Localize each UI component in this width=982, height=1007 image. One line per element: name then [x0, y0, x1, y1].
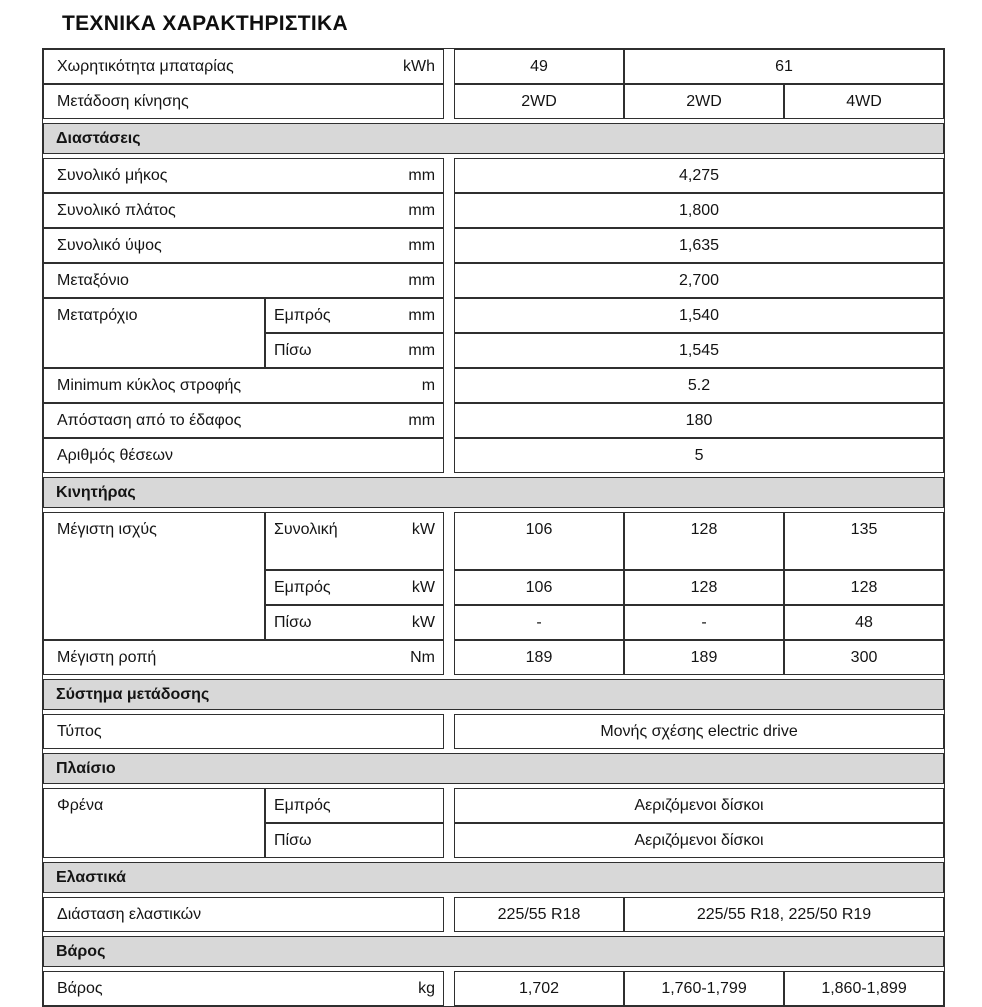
section-engine-title: Κινητήρας: [43, 477, 944, 508]
power-total-sub-cell: [265, 512, 444, 570]
row-track-front: [43, 298, 944, 333]
column-gap: [444, 49, 454, 84]
row-turning-circle: [43, 368, 944, 403]
track-front-sub-cell: [265, 298, 444, 333]
brakes-rear-sublabel: Πίσω: [274, 832, 312, 849]
power-front-sub-cell: [265, 570, 444, 605]
power-front-value-2: 128: [624, 570, 784, 605]
length-label-cell: [43, 158, 444, 193]
row-brakes-front: [43, 788, 944, 823]
seats-label-cell: [43, 438, 444, 473]
row-width: [43, 193, 944, 228]
column-gap: [444, 298, 454, 333]
torque-label: Μέγιστη ροπή: [57, 649, 157, 666]
row-drivetrain: [43, 84, 944, 119]
section-dimensions: [43, 123, 944, 154]
power-rear-sublabel: Πίσω: [274, 614, 312, 631]
turning-circle-value: 5.2: [454, 368, 944, 403]
width-label-cell: [43, 193, 444, 228]
ground-clearance-value: 180: [454, 403, 944, 438]
power-rear-value-2: -: [624, 605, 784, 640]
brakes-front-sublabel: Εμπρός: [274, 797, 331, 814]
section-tyres: [43, 862, 944, 893]
drivetrain-value-2: 2WD: [624, 84, 784, 119]
row-battery-capacity: [43, 49, 944, 84]
weight-value-1: 1,702: [454, 971, 624, 1006]
power-label-cell: Μέγιστη ισχύς: [43, 512, 265, 640]
length-label: Συνολικό μήκος: [57, 167, 168, 184]
column-gap: [444, 158, 454, 193]
drivetrain-value-3: 4WD: [784, 84, 944, 119]
power-rear-sub-cell: [265, 605, 444, 640]
battery-capacity-label: Χωρητικότητα μπαταρίας: [57, 58, 234, 75]
track-front-unit: mm: [408, 307, 436, 324]
turning-circle-label-cell: [43, 368, 444, 403]
row-power-total: [43, 512, 944, 570]
track-rear-sublabel: Πίσω: [274, 342, 312, 359]
column-gap: [444, 897, 454, 932]
column-gap: [444, 512, 454, 570]
row-ground-clearance: [43, 403, 944, 438]
track-rear-unit: mm: [408, 342, 436, 359]
wheelbase-label-cell: [43, 263, 444, 298]
ground-clearance-unit: mm: [408, 412, 436, 429]
column-gap: [444, 84, 454, 119]
section-transmission: [43, 679, 944, 710]
row-weight: [43, 971, 944, 1006]
battery-capacity-value-49: 49: [454, 49, 624, 84]
power-rear-value-3: 48: [784, 605, 944, 640]
transmission-type-label-cell: [43, 714, 444, 749]
height-value: 1,635: [454, 228, 944, 263]
brakes-rear-sub-cell: [265, 823, 444, 858]
transmission-type-label: Τύπος: [57, 723, 102, 740]
power-total-value-2: 128: [624, 512, 784, 570]
column-gap: [444, 823, 454, 858]
power-rear-value-1: -: [454, 605, 624, 640]
torque-unit: Nm: [410, 649, 436, 666]
column-gap: [444, 263, 454, 298]
battery-capacity-unit: kWh: [403, 58, 436, 75]
spec-table: [42, 48, 945, 1007]
drivetrain-value-1: 2WD: [454, 84, 624, 119]
length-unit: mm: [408, 167, 436, 184]
tyre-size-label-cell: [43, 897, 444, 932]
column-gap: [444, 971, 454, 1006]
row-torque: [43, 640, 944, 675]
weight-value-2: 1,760-1,799: [624, 971, 784, 1006]
weight-label: Βάρος: [57, 980, 103, 997]
column-gap: [444, 640, 454, 675]
section-weight: [43, 936, 944, 967]
turning-circle-label: Minimum κύκλος στροφής: [57, 377, 242, 394]
column-gap: [444, 788, 454, 823]
seats-value: 5: [454, 438, 944, 473]
power-total-value-3: 135: [784, 512, 944, 570]
height-label: Συνολικό ύψος: [57, 237, 162, 254]
length-value: 4,275: [454, 158, 944, 193]
width-value: 1,800: [454, 193, 944, 228]
transmission-type-value: Μονής σχέσης electric drive: [454, 714, 944, 749]
power-front-unit: kW: [411, 579, 436, 596]
section-tyres-title: Ελαστικά: [43, 862, 944, 893]
brakes-front-value: Αεριζόμενοι δίσκοι: [454, 788, 944, 823]
torque-value-1: 189: [454, 640, 624, 675]
brakes-rear-value: Αεριζόμενοι δίσκοι: [454, 823, 944, 858]
drivetrain-label: Μετάδοση κίνησης: [57, 93, 189, 110]
column-gap: [444, 438, 454, 473]
column-gap: [444, 605, 454, 640]
track-rear-sub-cell: [265, 333, 444, 368]
tyre-size-value-1: 225/55 R18: [454, 897, 624, 932]
weight-value-3: 1,860-1,899: [784, 971, 944, 1006]
width-label: Συνολικό πλάτος: [57, 202, 176, 219]
weight-unit: kg: [418, 980, 436, 997]
column-gap: [444, 228, 454, 263]
section-weight-title: Βάρος: [43, 936, 944, 967]
height-unit: mm: [408, 237, 436, 254]
drivetrain-label-cell: [43, 84, 444, 119]
torque-value-3: 300: [784, 640, 944, 675]
width-unit: mm: [408, 202, 436, 219]
torque-label-cell: [43, 640, 444, 675]
row-transmission-type: [43, 714, 944, 749]
section-chassis-title: Πλαίσιο: [43, 753, 944, 784]
track-front-value: 1,540: [454, 298, 944, 333]
battery-capacity-value-61: 61: [624, 49, 944, 84]
column-gap: [444, 403, 454, 438]
column-gap: [444, 333, 454, 368]
battery-capacity-label-cell: [43, 49, 444, 84]
height-label-cell: [43, 228, 444, 263]
section-dimensions-title: Διαστάσεις: [43, 123, 944, 154]
wheelbase-value: 2,700: [454, 263, 944, 298]
row-seats: [43, 438, 944, 473]
power-front-value-1: 106: [454, 570, 624, 605]
torque-value-2: 189: [624, 640, 784, 675]
row-wheelbase: [43, 263, 944, 298]
brakes-label-cell: Φρένα: [43, 788, 265, 858]
ground-clearance-label-cell: [43, 403, 444, 438]
power-front-sublabel: Εμπρός: [274, 579, 331, 596]
power-total-value-1: 106: [454, 512, 624, 570]
column-gap: [444, 193, 454, 228]
tyre-size-label: Διάσταση ελαστικών: [57, 906, 202, 923]
power-front-value-3: 128: [784, 570, 944, 605]
column-gap: [444, 368, 454, 403]
track-rear-value: 1,545: [454, 333, 944, 368]
power-rear-unit: kW: [411, 614, 436, 631]
turning-circle-unit: m: [421, 377, 436, 394]
wheelbase-unit: mm: [408, 272, 436, 289]
section-transmission-title: Σύστημα μετάδοσης: [43, 679, 944, 710]
power-total-unit: kW: [411, 521, 436, 538]
page-title: ΤΕΧΝΙΚΑ ΧΑΡΑΚΤΗΡΙΣΤΙΚΑ: [62, 12, 348, 35]
weight-label-cell: [43, 971, 444, 1006]
track-label-cell: Μετατρόχιο: [43, 298, 265, 368]
row-length: [43, 158, 944, 193]
section-engine: [43, 477, 944, 508]
track-front-sublabel: Εμπρός: [274, 307, 331, 324]
power-total-sublabel: Συνολική: [274, 521, 338, 538]
row-tyre-size: [43, 897, 944, 932]
ground-clearance-label: Απόσταση από το έδαφος: [57, 412, 242, 429]
brakes-front-sub-cell: [265, 788, 444, 823]
column-gap: [444, 714, 454, 749]
row-height: [43, 228, 944, 263]
seats-label: Αριθμός θέσεων: [57, 447, 174, 464]
tyre-size-value-2: 225/55 R18, 225/50 R19: [624, 897, 944, 932]
section-chassis: [43, 753, 944, 784]
wheelbase-label: Μεταξόνιο: [57, 272, 129, 289]
column-gap: [444, 570, 454, 605]
